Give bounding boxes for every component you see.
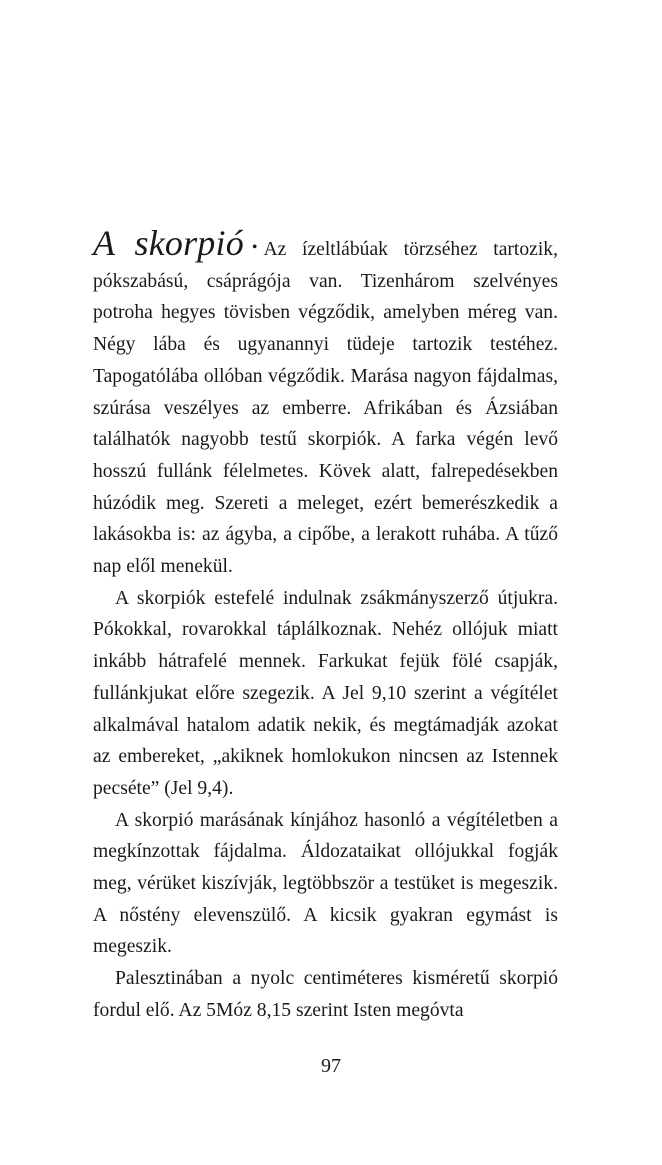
entry-title: A skorpió [93, 223, 244, 263]
body-paragraph-2: A skorpió marásának kínjához hasonló a végítéletben a megkínzottak fájdalma. Áldozataikat ollójukkal fogják meg, vérüket kiszívják, legtöbbször a testüket is megeszik. A nőstény elevenszülő. A kicsik gyakran egymást is megeszik. [93, 809, 558, 958]
title-separator: • [251, 239, 258, 256]
entry-text [93, 223, 558, 1027]
body-paragraph-3: Palesztinában a nyolc centiméteres kisméretű skorpió fordul elő. Az 5Móz 8,15 szerint Isten megóvta [93, 968, 558, 1021]
body-paragraph-1: A skorpiók estefelé indulnak zsákmányszerző útjukra. Pókokkal, rovarokkal táplálkoznak. Nehéz ollójuk miatt inkább hátrafelé mennek. Farkukat fejük fölé csapják, fullánkjukat előre szegezik. A Jel 9,10 szerint a végítélet alkalmával hatalom adatik nekik, és megtámadják azokat az embereket, „akiknek homlokukon nincsen az Istennek pecséte” (Jel 9,4). [93, 587, 558, 799]
lead-paragraph [93, 223, 558, 583]
page-number: 97 [321, 1055, 341, 1077]
lead-text: Az ízeltlábúak törzséhez tartozik, pókszabású, csáprágója van. Tizenhárom szelvényes potroha hegyes tövisben végződik, amelyben méreg van. Négy lába és ugyanannyi tüdeje tartozik testéhez. Tapogatólába ollóban végződik. Marása nagyon fájdalmas, szúrása veszélyes az emberre. Afrikában és Ázsiában találhatók nagyobb testű skorpiók. A farka végén levő hosszú fullánk félelmetes. Kövek alatt, falrepedésekben húzódik meg. Szereti a meleget, ezért bemerészkedik a lakásokba is: az ágyba, a cipőbe, a lerakott ruhába. A tűző nap elől menekül. [93, 239, 558, 578]
